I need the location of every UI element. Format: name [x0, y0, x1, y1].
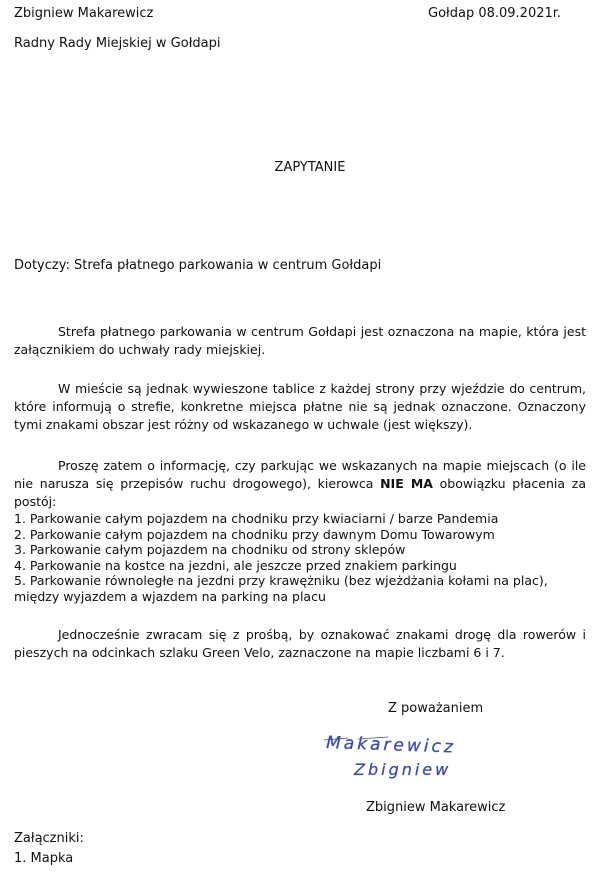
- place-and-date: Gołdap 08.09.2021r.: [428, 6, 562, 21]
- closing-regards: Z poważaniem: [388, 701, 484, 716]
- attachments-label: Załączniki:: [14, 831, 84, 846]
- list-item: 5. Parkowanie równoległe na jezdni przy krawężniku (bez wjeżdżania kołami na plac), między wyjazdem a wjazdem na parking na placu: [14, 573, 548, 604]
- paragraph-1: Strefa płatnego parkowania w centrum Gołdapi jest oznaczona na mapie, która jest załącznikiem do uchwały rady miejskiej.: [14, 324, 586, 357]
- paragraph-3-text-end: obowiązku płacenia za postój:: [14, 476, 586, 509]
- attachment-item: 1. Mapka: [14, 851, 74, 866]
- signature-line-surname: Makarewicz: [325, 733, 457, 758]
- paragraph-3: [14, 457, 586, 511]
- paragraph-3-text-start: Proszę zatem o informację, czy parkując we wskazanych na mapie miejscach (o ile nie narusza się przepisów ruchu drogowego), kierowca: [14, 458, 586, 491]
- document-title: ZAPYTANIE: [274, 160, 346, 175]
- signature-line-firstname: Zbigniew: [354, 760, 452, 779]
- list-item: 3. Parkowanie całym pojazdem na chodniku od strony sklepów: [14, 542, 406, 557]
- list-item: 2. Parkowanie całym pojazdem na chodniku przy dawnym Domu Towarowym: [14, 526, 495, 542]
- list-item: 4. Parkowanie na kostce na jezdni, ale jeszcze przed znakiem parkingu: [14, 557, 457, 573]
- recipient: Radny Rady Miejskiej w Gołdapi: [14, 36, 221, 51]
- handwritten-signature: [318, 726, 548, 782]
- list-item: 1. Parkowanie całym pojazdem na chodniku przy kwiaciarni / barze Pandemia: [14, 511, 499, 526]
- question-list: [14, 511, 586, 604]
- paragraph-4: Jednocześnie zwracam się z prośbą, by oznakować znakami drogę dla rowerów i pieszych na odcinkach szlaku Green Velo, zaznaczone na mapie liczbami 6 i 7.: [14, 627, 586, 660]
- subject-line: Dotyczy: Strefa płatnego parkowania w centrum Gołdapi: [14, 258, 382, 273]
- author-name: Zbigniew Makarewicz: [14, 6, 154, 21]
- paragraph-2: W mieście są jednak wywieszone tablice z każdej strony przy wjeździe do centrum, które informują o strefie, konkretne miejsca płatne nie są jednak oznaczone. Oznaczony tymi znakami obszar jest różny od wskazanego w uchwale (jest większy).: [14, 381, 586, 432]
- paragraph-3-emphasis: NIE MA: [380, 476, 433, 491]
- signer-name: Zbigniew Makarewicz: [366, 800, 506, 815]
